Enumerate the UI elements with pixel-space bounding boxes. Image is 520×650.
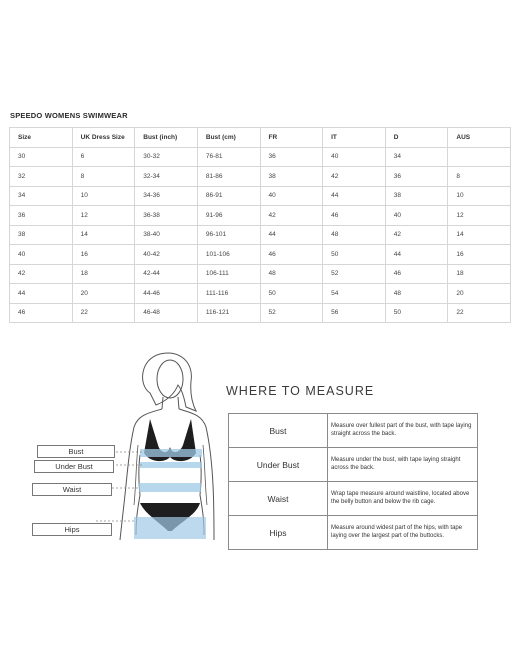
column-header: Bust (inch) (135, 128, 198, 148)
measure-row (229, 482, 478, 516)
table-cell: 8 (72, 167, 135, 187)
table-cell: 38 (260, 167, 323, 187)
size-chart-title: SPEEDO WOMENS SWIMWEAR (10, 111, 128, 120)
bust-tape (140, 449, 202, 457)
table-cell: 52 (323, 264, 386, 284)
table-row (10, 225, 511, 245)
size-chart-table (9, 127, 511, 323)
table-cell: 20 (72, 284, 135, 304)
table-cell: 46 (323, 206, 386, 226)
table-cell: 8 (448, 167, 511, 187)
table-cell: 54 (323, 284, 386, 304)
column-header: Bust (cm) (197, 128, 260, 148)
under-bust-callout: Under Bust (34, 460, 114, 473)
table-cell: 76-81 (197, 147, 260, 167)
table-cell: 42 (323, 167, 386, 187)
measure-description: Measure over fullest part of the bust, with tape laying straight across the back. (328, 414, 478, 448)
table-cell: 96-101 (197, 225, 260, 245)
column-header: D (385, 128, 448, 148)
table-cell: 50 (260, 284, 323, 304)
table-cell: 46 (260, 245, 323, 265)
measure-description: Wrap tape measure around waistline, located above the belly button and below the rib cage. (328, 482, 478, 516)
measure-description: Measure under the bust, with tape laying straight across the back. (328, 448, 478, 482)
neck-shape (162, 397, 179, 409)
hips-callout: Hips (32, 523, 112, 536)
measure-label: Waist (229, 482, 328, 516)
table-cell: 46 (385, 264, 448, 284)
table-cell: 22 (72, 303, 135, 323)
table-cell: 40 (323, 147, 386, 167)
table-cell: 91-96 (197, 206, 260, 226)
table-cell: 48 (385, 284, 448, 304)
column-header: UK Dress Size (72, 128, 135, 148)
table-cell: 44 (323, 186, 386, 206)
table-cell: 30-32 (135, 147, 198, 167)
measure-row (229, 448, 478, 482)
table-row (10, 147, 511, 167)
table-cell: 10 (448, 186, 511, 206)
table-cell: 40 (260, 186, 323, 206)
table-cell: 42 (385, 225, 448, 245)
table-row (10, 284, 511, 304)
table-cell: 48 (260, 264, 323, 284)
table-row (10, 303, 511, 323)
table-cell: 6 (72, 147, 135, 167)
table-cell: 42 (10, 264, 73, 284)
table-cell: 111-116 (197, 284, 260, 304)
table-cell: 36 (385, 167, 448, 187)
table-header-row (10, 128, 511, 148)
waist-callout: Waist (32, 483, 112, 496)
table-cell: 40 (385, 206, 448, 226)
table-row (10, 264, 511, 284)
measure-label: Under Bust (229, 448, 328, 482)
table-cell: 18 (72, 264, 135, 284)
table-cell: 44 (10, 284, 73, 304)
table-cell: 36-38 (135, 206, 198, 226)
table-cell: 48 (323, 225, 386, 245)
inner-arm-left (134, 445, 138, 505)
table-cell: 16 (448, 245, 511, 265)
table-cell: 106-111 (197, 264, 260, 284)
measure-row (229, 516, 478, 550)
where-to-measure-heading: WHERE TO MEASURE (226, 384, 375, 398)
table-cell: 101-106 (197, 245, 260, 265)
waist-tape (139, 483, 201, 492)
table-cell: 10 (72, 186, 135, 206)
table-row (10, 206, 511, 226)
table-cell: 86-91 (197, 186, 260, 206)
table-row (10, 186, 511, 206)
table-cell: 38 (10, 225, 73, 245)
hips-tape (134, 517, 206, 539)
hair-shape (143, 353, 196, 411)
table-cell: 22 (448, 303, 511, 323)
table-cell: 44 (260, 225, 323, 245)
table-cell: 12 (448, 206, 511, 226)
measure-description: Measure around widest part of the hips, with tape laying over the largest part of the buttocks. (328, 516, 478, 550)
table-cell: 36 (10, 206, 73, 226)
table-cell: 44-46 (135, 284, 198, 304)
table-cell: 42 (260, 206, 323, 226)
table-cell: 14 (448, 225, 511, 245)
measure-label: Bust (229, 414, 328, 448)
table-row (10, 167, 511, 187)
table-cell: 40-42 (135, 245, 198, 265)
table-cell: 12 (72, 206, 135, 226)
measure-label: Hips (229, 516, 328, 550)
under-bust-tape (140, 462, 202, 468)
table-cell: 38 (385, 186, 448, 206)
table-cell: 36 (260, 147, 323, 167)
face-shape (157, 360, 183, 398)
table-row (10, 245, 511, 265)
table-cell: 32-34 (135, 167, 198, 187)
column-header: AUS (448, 128, 511, 148)
table-cell: 50 (385, 303, 448, 323)
table-cell: 18 (448, 264, 511, 284)
table-cell: 34 (385, 147, 448, 167)
table-cell: 42-44 (135, 264, 198, 284)
column-header: Size (10, 128, 73, 148)
column-header: IT (323, 128, 386, 148)
table-cell: 38-40 (135, 225, 198, 245)
table-cell: 81-86 (197, 167, 260, 187)
body-measurement-figure (0, 345, 215, 550)
table-cell: 32 (10, 167, 73, 187)
measure-row (229, 414, 478, 448)
table-cell: 40 (10, 245, 73, 265)
inner-arm-right (203, 445, 207, 505)
table-cell: 46-48 (135, 303, 198, 323)
table-cell: 56 (323, 303, 386, 323)
table-cell: 116-121 (197, 303, 260, 323)
table-cell (448, 147, 511, 167)
table-cell: 20 (448, 284, 511, 304)
column-header: FR (260, 128, 323, 148)
table-cell: 34-36 (135, 186, 198, 206)
measurement-guide-table (228, 413, 478, 550)
table-cell: 50 (323, 245, 386, 265)
table-cell: 44 (385, 245, 448, 265)
table-cell: 16 (72, 245, 135, 265)
table-cell: 52 (260, 303, 323, 323)
table-cell: 30 (10, 147, 73, 167)
bust-callout: Bust (37, 445, 115, 458)
table-cell: 14 (72, 225, 135, 245)
table-cell: 34 (10, 186, 73, 206)
table-cell: 46 (10, 303, 73, 323)
